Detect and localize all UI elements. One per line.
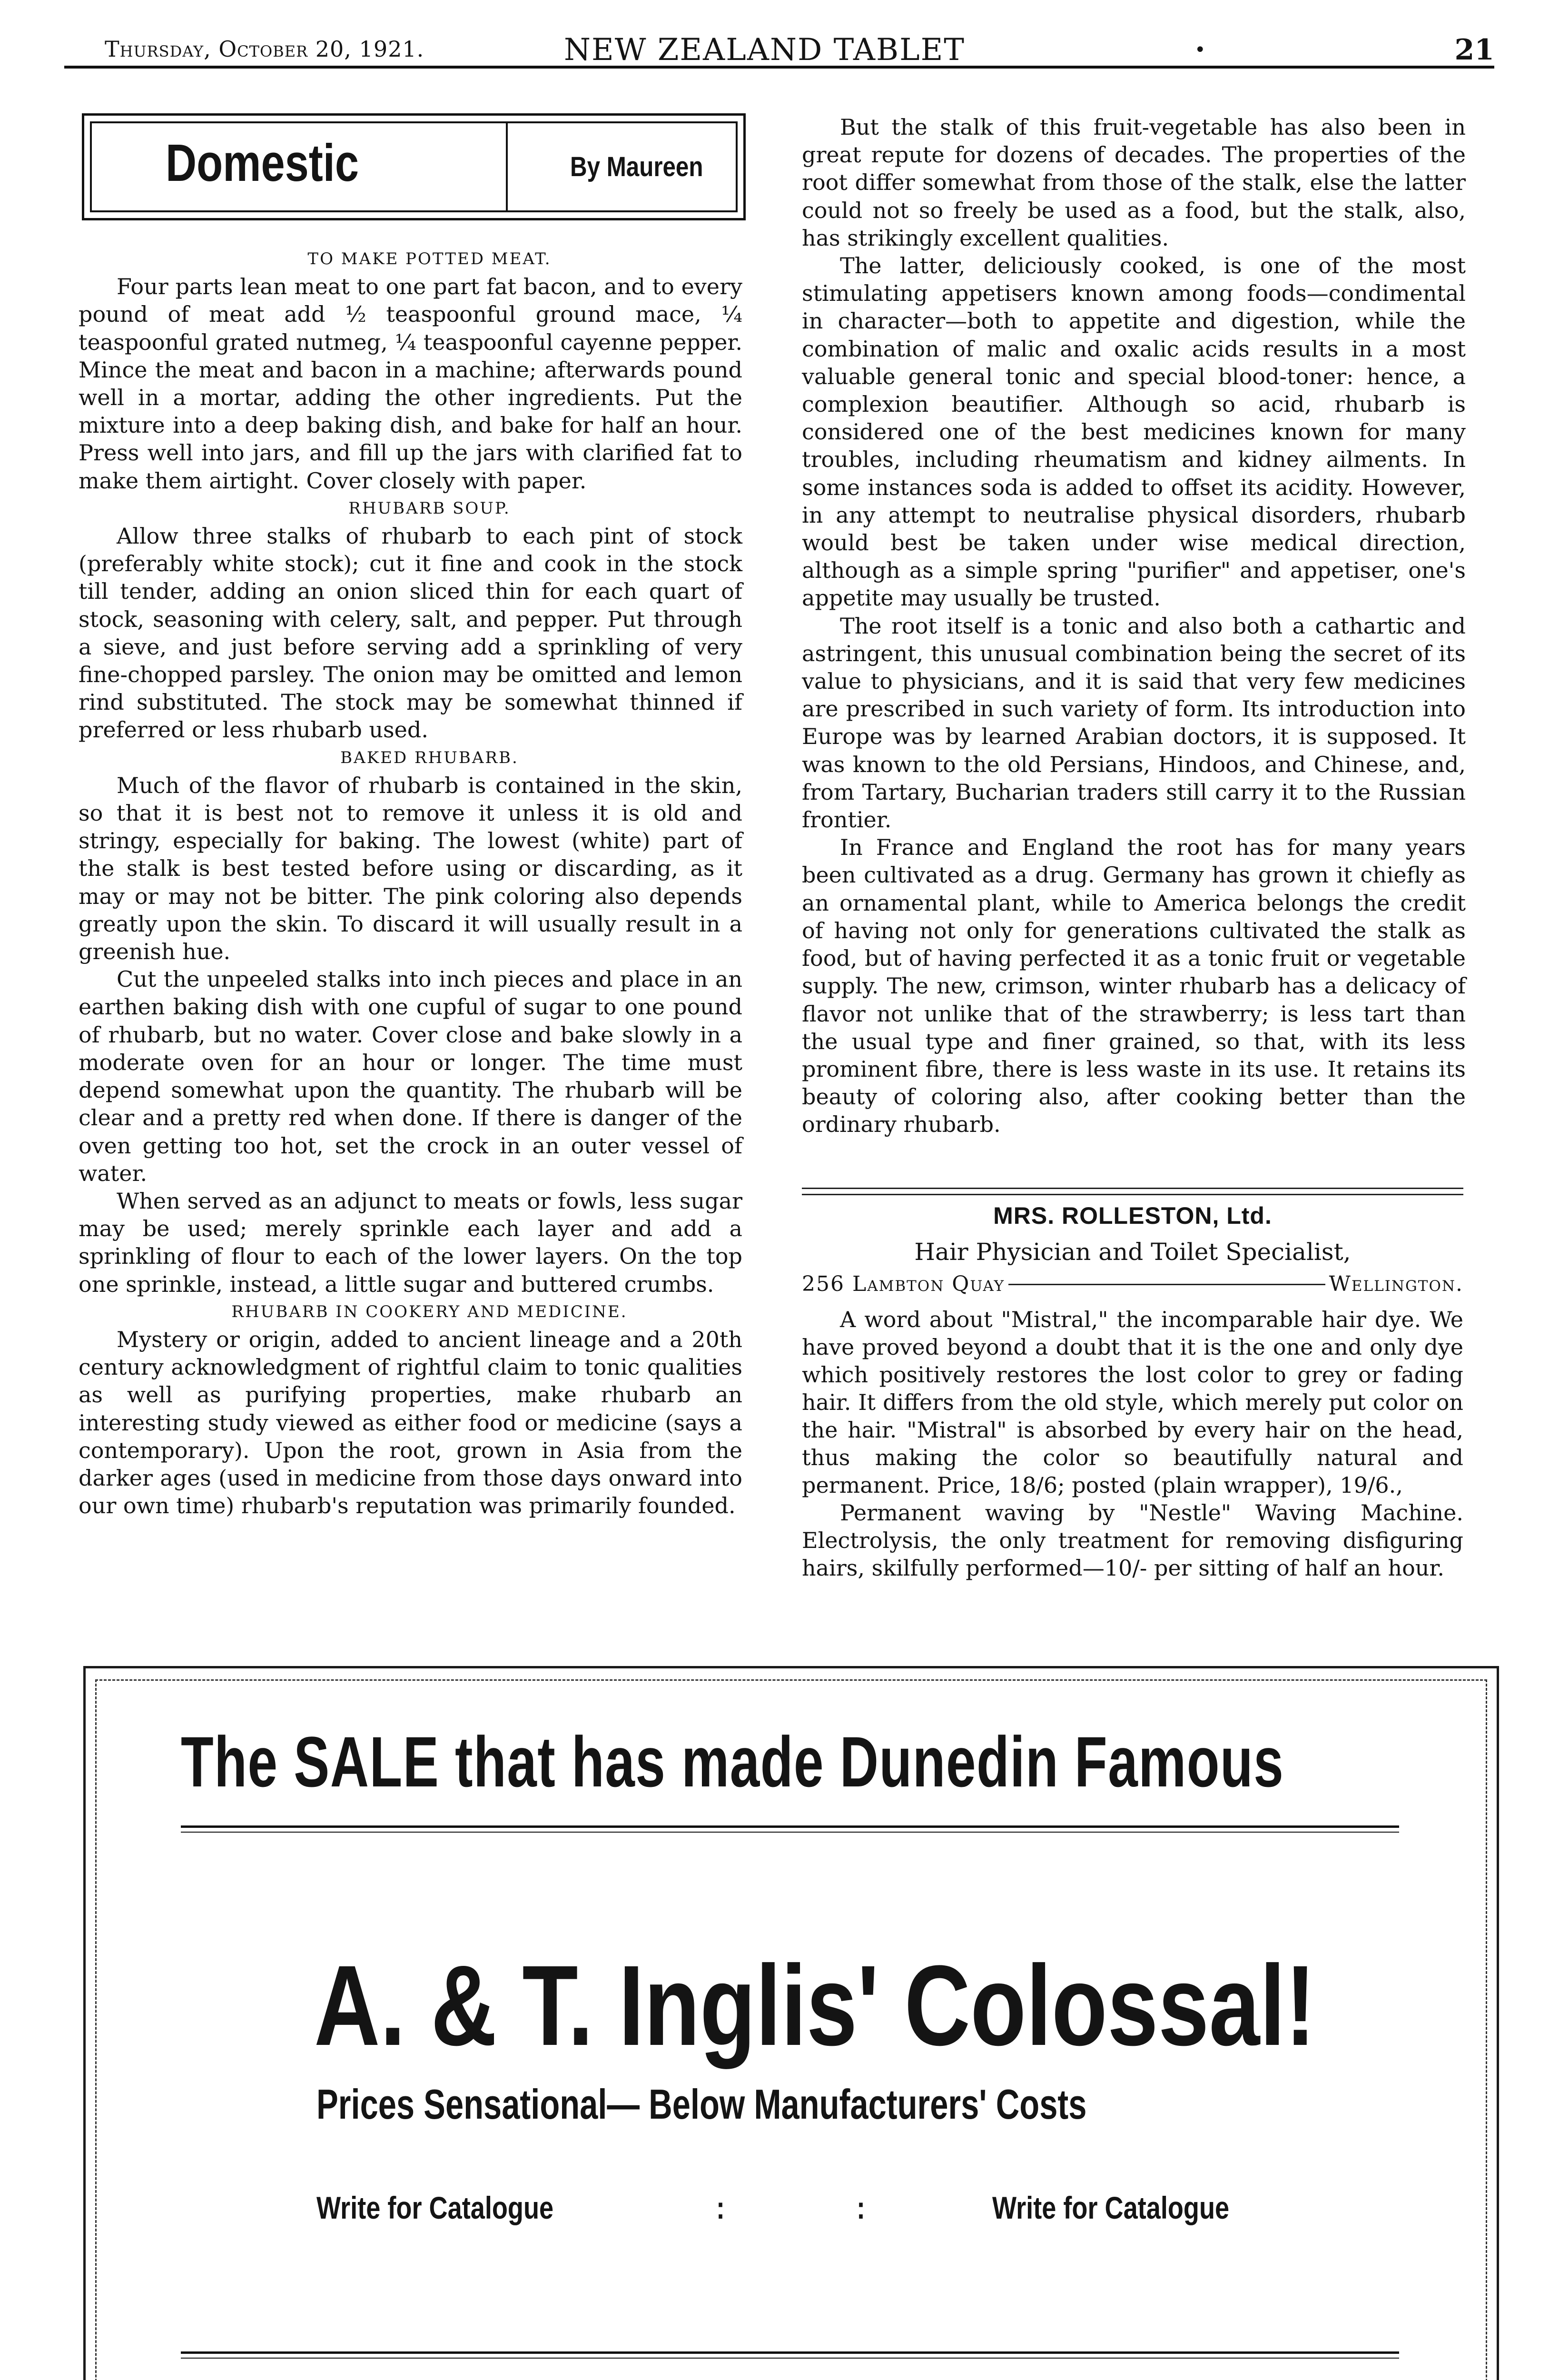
right-column xyxy=(802,113,1466,1139)
colossal-headline: A. & T. Inglis' Colossal! xyxy=(314,1942,1316,2069)
section-divider xyxy=(802,1188,1463,1195)
recipe-subheading: RHUBARB IN COOKERY AND MEDICINE. xyxy=(231,1302,628,1321)
advert-subtitle: Hair Physician and Toilet Specialist, xyxy=(914,1238,1351,1266)
colon-separator: : xyxy=(857,2190,866,2225)
ad-rule xyxy=(181,2358,1399,2359)
prices-tagline: Prices Sensational— Below Manufacturers' Costs xyxy=(316,2081,1087,2128)
article-paragraph: Allow three stalks of rhubarb to each pint of stock (preferably white stock); cut it fine and cook in the stock till tender, adding an onion sliced thin for each quart of stock, seasoning with celery, salt, and pepper. Put through a sieve, and just before serving add a sprinkling of very fine-chopped parsley. The onion may be omitted and lemon rind substituted. The stock may be somewhat thinned if preferred or less rhubarb used. xyxy=(79,523,742,743)
address-dash xyxy=(1008,1284,1325,1285)
publication-title: NEW ZEALAND TABLET xyxy=(564,32,965,68)
advert-address xyxy=(802,1270,1463,1298)
byline: By Maureen xyxy=(570,151,703,182)
advert-title: MRS. ROLLESTON, Ltd. xyxy=(993,1202,1272,1229)
left-column xyxy=(79,245,742,1519)
article-paragraph: Mystery or origin, added to ancient lineage and a 20th century acknowledgment of rightful claim to tonic qualities as well as purifying properties, make rhubarb an interesting study viewed as either food or medicine (says a contemporary). Upon the root, grown in Asia from the darker ages (used in medicine from those days onward into our own time) rhubarb's reputation was primarily founded. xyxy=(79,1326,742,1519)
section-title: Domestic xyxy=(166,134,359,192)
article-paragraph: When served as an adjunct to meats or fowls, less sugar may be used; merely sprinkle each layer and add a sprinkling of flour to each of the lower layers. On the top one sprinkle, instead, a little sugar and buttered crumbs. xyxy=(79,1188,742,1297)
article-paragraph: Cut the unpeeled stalks into inch pieces and place in an earthen baking dish with one cupful of sugar to one pound of rhubarb, but no water. Cover close and bake slowly in a moderate oven for an hour or longer. The time must depend somewhat upon the quantity. The rhubarb will be clear and a pretty red when done. If there is danger of the oven getting too hot, set the crock in an outer vessel of water. xyxy=(79,966,742,1186)
ad-rule xyxy=(181,1832,1399,1833)
article-paragraph: The latter, deliciously cooked, is one of the most stimulating appetisers known among foods—condimental in character—both to appetite and digestion, while the combination of malic and oxalic acids results in a most valuable general tonic and special blood-toner: hence, a complexion beautifier. Although so acid, rhubarb is considered one of the best medicines known for many troubles, including rheumatism and kidney ailments. In some instances soda is added to offset its acidity. However, in any attempt to neutralise physical disorders, rhubarb would best be taken under wise medical direction, although as a simple spring "purifier" and appetiser, one's appetite may usually be trusted. xyxy=(802,253,1466,611)
issue-date: Thursday, October 20, 1921. xyxy=(105,36,424,62)
ad-rule xyxy=(181,2351,1399,2354)
catalogue-text-left: Write for Catalogue xyxy=(316,2190,554,2225)
domestic-heading-frame xyxy=(90,121,738,212)
article-paragraph: In France and England the root has for many years been cultivated as a drug. Germany has grown it chiefly as an ornamental plant, while to America belongs the credit of having not only for generations cultivated the stalk as food, but of having perfected it as a tonic fruit or vegetable supply. The new, crimson, winter rhubarb has a delicacy of flavor not unlike that of the strawberry; is less tart than the usual type and finer grained, so that, with its less prominent fibre, there is less waste in its use. It retains its beauty of coloring also, after cooking better than the ordinary rhubarb. xyxy=(802,834,1466,1138)
article-paragraph: The root itself is a tonic and also both a cathartic and astringent, this unusual combination being the secret of its value to physicians, and it is said that very few medicines are prescribed in such variety of form. Its introduction into Europe was by learned Arabian doctors, it is supposed. It was known to the old Persians, Hindoos, and Chinese, and, from Tartary, Bucharian traders still carry it to the Russian frontier. xyxy=(802,613,1466,833)
page-header xyxy=(64,32,1494,69)
ad-rule xyxy=(181,1825,1399,1828)
advert-paragraph: Permanent waving by "Nestle" Waving Machine. Electrolysis, the only treatment for removing disfiguring hairs, skilfully performed—10/- per sitting of half an hour. xyxy=(802,1500,1463,1581)
heading-divider xyxy=(506,123,508,210)
article-paragraph: Four parts lean meat to one part fat bacon, and to every pound of meat add ½ teaspoonful ground mace, ¼ teaspoonful grated nutmeg, ¼ teaspoonful cayenne pepper. Mince the meat and bacon in a machine; afterwards pound well in a mortar, adding the other ingredients. Put the mixture into a deep baking dish, and bake for half an hour. Press well into jars, and fill up the jars with clarified fat to make them airtight. Cover closely with paper. xyxy=(79,274,742,494)
colon-separator: : xyxy=(716,2190,725,2225)
recipe-subheading: RHUBARB SOUP. xyxy=(348,498,511,518)
recipe-subheading: BAKED RHUBARB. xyxy=(340,748,519,767)
sale-headline: The SALE that has made Dunedin Famous xyxy=(181,1722,1284,1802)
header-mark: • xyxy=(1194,39,1206,61)
recipe-subheading: TO MAKE POTTED MEAT. xyxy=(307,249,552,268)
catalogue-text-right: Write for Catalogue xyxy=(992,2190,1230,2225)
advert-paragraph: A word about "Mistral," the incomparable hair dye. We have proved beyond a doubt that it is the one and only dye which positively restores the lost color to grey or fading hair. It differs from the old style, which merely put color on the hair. "Mistral" is absorbed by every hair on the head, thus making the color so beautifully natural and permanent. Price, 18/6; posted (plain wrapper), 19/6., xyxy=(802,1307,1463,1498)
page-number: 21 xyxy=(1454,33,1494,67)
article-paragraph: But the stalk of this fruit-vegetable has also been in great repute for dozens of decades. The properties of the root differ somewhat from those of the stalk, else the latter could not so freely be used as a food, but the stalk, also, has strikingly excellent qualities. xyxy=(802,114,1466,251)
rolleston-advert xyxy=(802,1202,1463,1582)
domestic-heading-box xyxy=(82,113,746,220)
address-street: 256 Lambton Quay xyxy=(802,1272,1005,1296)
article-paragraph: Much of the flavor of rhubarb is contained in the skin, so that it is best not to remove it unless it is old and stringy, especially for baking. The lowest (white) part of the stalk is best tested before using or discarding, as it may or may not be bitter. The pink coloring also depends greatly upon the skin. To discard it will usually result in a greenish hue. xyxy=(79,772,742,965)
address-city: Wellington. xyxy=(1329,1272,1463,1296)
